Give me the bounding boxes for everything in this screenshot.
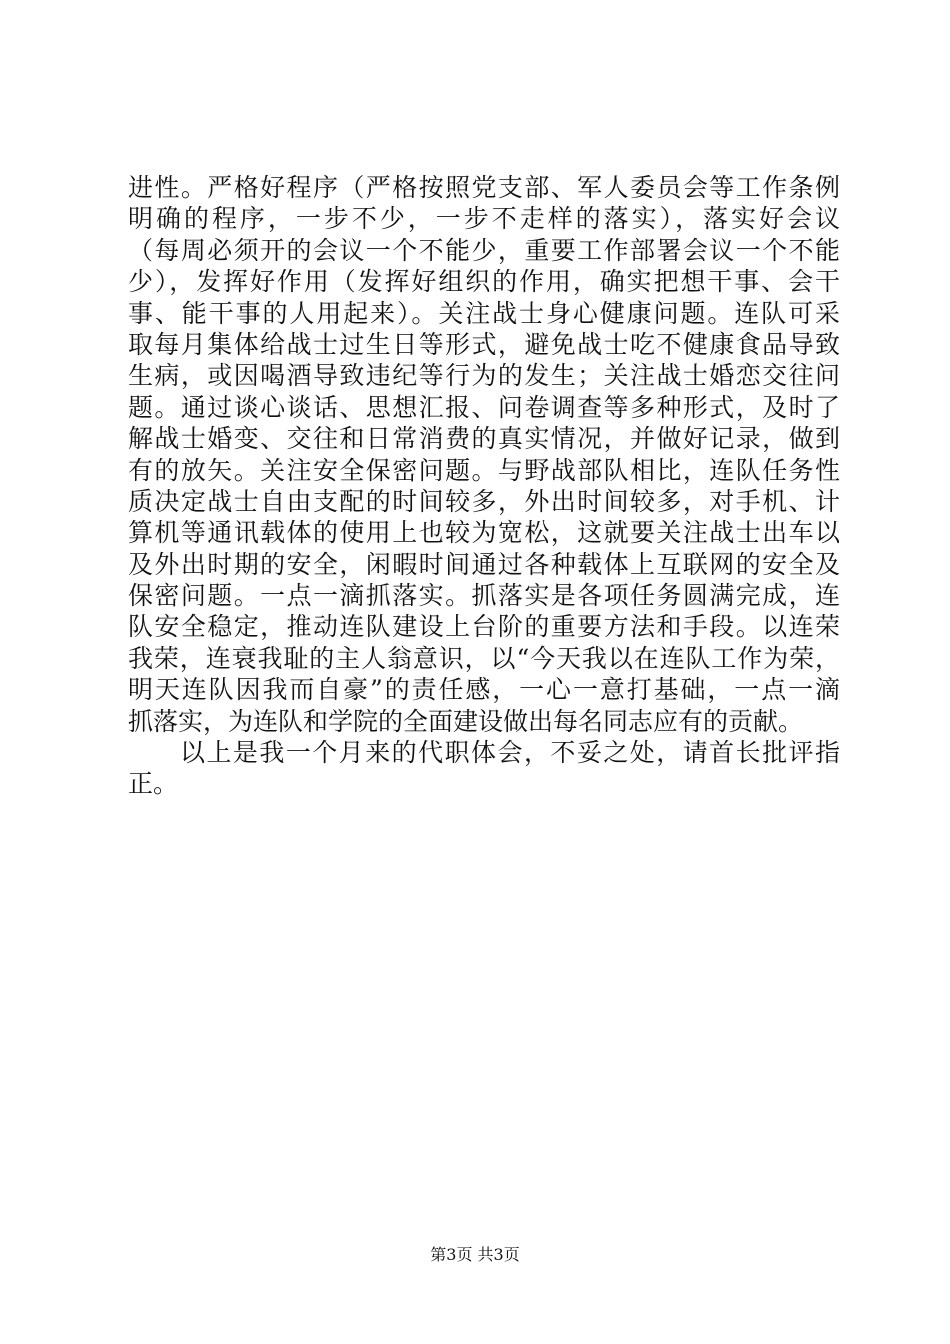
text-line: 解战士婚变、交往和日常消费的真实情况，并做好记录，做到 (128, 424, 840, 454)
page-footer: 第3页 共3页 (430, 1245, 520, 1264)
text-line: 生病，或因喝酒导致违纪等行为的发生；关注战士婚恋交往问 (128, 361, 840, 391)
text-line: 算机等通讯载体的使用上也较为宽松，这就要关注战士出车以 (128, 518, 840, 548)
text-line: （每周必须开的会议一个不能少，重要工作部署会议一个不能 (128, 235, 840, 265)
text-line: 少），发挥好作用（发挥好组织的作用，确实把想干事、会干 (128, 267, 840, 297)
text-line: 队安全稳定，推动连队建设上台阶的重要方法和手段。以连荣 (128, 612, 840, 642)
text-line: 明确的程序，一步不少，一步不走样的落实），落实好会议 (128, 204, 840, 234)
text-line: 质决定战士自由支配的时间较多，外出时间较多，对手机、计 (128, 486, 840, 516)
text-line: 及外出时期的安全，闲暇时间通过各种载体上互联网的安全及 (128, 549, 840, 579)
text-line: 保密问题。一点一滴抓落实。抓落实是各项任务圆满完成，连 (128, 581, 840, 611)
text-line: 抓落实，为连队和学院的全面建设做出每名同志应有的贡献。 (128, 706, 804, 736)
text-line: 题。通过谈心谈话、思想汇报、问卷调查等多种形式，及时了 (128, 392, 840, 422)
closing-paragraph-line: 以上是我一个月来的代职体会，不妥之处，请首长批评指 (180, 738, 840, 768)
text-line: 有的放矢。关注安全保密问题。与野战部队相比，连队任务性 (128, 455, 840, 485)
text-line: 事、能干事的人用起来）。关注战士身心健康问题。连队可采 (128, 298, 840, 328)
body-text (128, 172, 840, 800)
closing-paragraph-line: 正。 (128, 769, 179, 799)
text-line: 我荣，连衰我耻的主人翁意识，以“今天我以在连队工作为荣， (128, 643, 840, 673)
text-line: 取每月集体给战士过生日等形式，避免战士吃不健康食品导致 (128, 329, 840, 359)
text-line: 明天连队因我而自豪”的责任感，一心一意打基础，一点一滴 (128, 675, 840, 705)
text-line: 进性。严格好程序（严格按照党支部、军人委员会等工作条例 (128, 173, 840, 202)
